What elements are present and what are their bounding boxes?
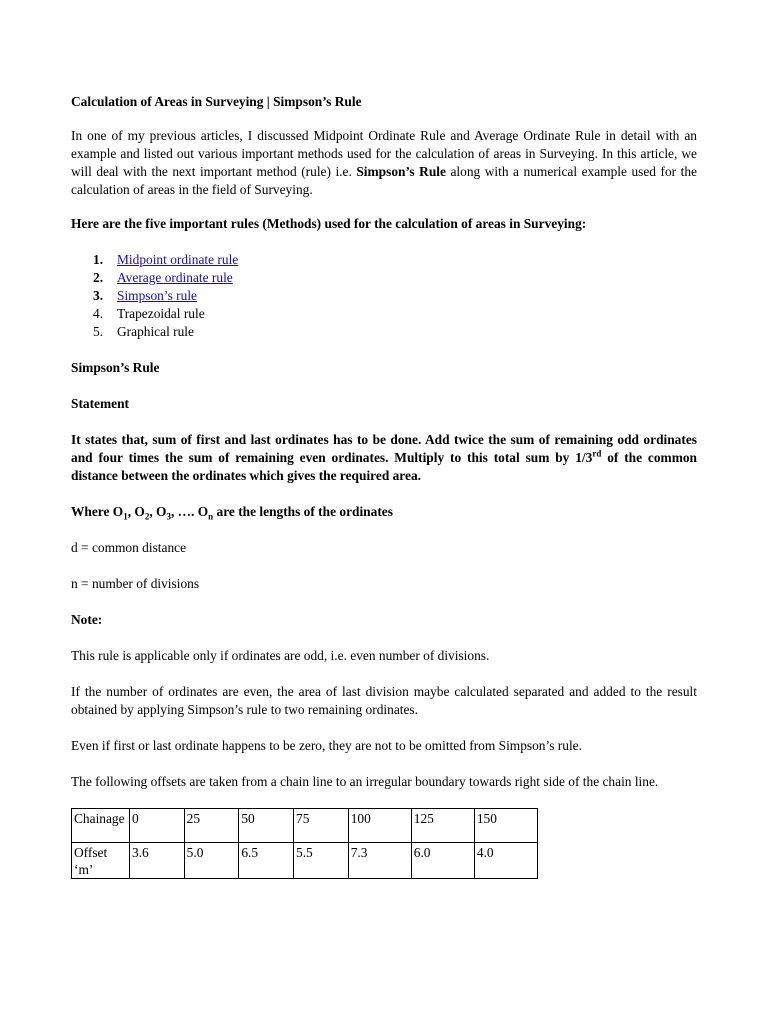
table-cell: 75 [294,809,349,843]
where-suffix: are the lengths of the ordinates [213,504,393,519]
list-item [71,287,697,305]
table-row [72,843,538,879]
intro-paragraph [71,127,697,199]
table-cell: 5.5 [294,843,349,879]
list-number: 2. [93,270,104,285]
statement-superscript: rd [592,448,602,459]
row-header-offset: Offset ‘m’ [72,843,130,879]
subscript-3: 3 [166,511,171,522]
statement-paragraph [71,431,697,485]
table-cell: 7.3 [348,843,411,879]
subscript-1: 1 [123,511,128,522]
table-cell: 100 [348,809,411,843]
note-1: This rule is applicable only if ordinates are odd, i.e. even number of divisions. [71,648,490,663]
rule-label-trapezoidal: Trapezoidal rule [117,306,205,321]
table-cell: 6.5 [239,843,294,879]
rule-label-graphical: Graphical rule [117,324,194,339]
intro-text-after: along with a numerical example used for the calculation of areas in the field of Surveying. [71,164,697,197]
subscript-n: n [208,511,214,522]
table-cell: 0 [130,809,185,843]
table-cell: 150 [474,809,537,843]
subscript-2: 2 [144,511,150,522]
rule-link-midpoint[interactable]: Midpoint ordinate rule [117,252,239,267]
statement-text-after: of the common distance between the ordinates which gives the required area. [71,450,697,483]
list-number: 4. [93,306,104,321]
intro-text-before: In one of my previous articles, I discussed Midpoint Ordinate Rule and Average Ordinate Rule in detail with an example and listed out various important methods used for the calculation of areas in Surveying. In this article, we will deal with the next important method (rule) i.e. [71,128,697,179]
note-heading: Note: [71,612,103,627]
table-row [72,809,538,843]
where-sep: , O [149,504,167,519]
table-cell: 25 [184,809,239,843]
note-3: Even if first or last ordinate happens to be zero, they are not to be omitted from Simpson’s rule. [71,738,582,753]
section-heading: Simpson’s Rule [71,360,160,375]
list-number: 3. [93,288,104,303]
where-sep: , …. O [170,504,209,519]
rules-heading: Here are the five important rules (Methods) used for the calculation of areas in Surveying: [71,216,587,231]
table-cell: 3.6 [130,843,185,879]
statement-text: It states that, sum of first and last ordinates has to be done. Add twice the sum of remaining odd ordinates and four times the sum of remaining even ordinates. Multiply to this total sum by 1/3 [71,432,697,465]
table-cell: 5.0 [184,843,239,879]
article-body [71,93,697,879]
d-definition: d = common distance [71,540,187,555]
rule-link-average[interactable]: Average ordinate rule [117,270,233,285]
list-item [71,305,697,323]
list-item [71,269,697,287]
offsets-table [71,808,538,879]
table-cell: 4.0 [474,843,537,879]
table-cell: 6.0 [411,843,474,879]
article-title: Calculation of Areas in Surveying | Simpson’s Rule [71,94,362,109]
example-text: The following offsets are taken from a chain line to an irregular boundary towards right side of the chain line. [71,774,659,789]
list-item [71,323,697,341]
rules-list [71,251,697,341]
list-number: 1. [93,252,104,267]
where-sep: , O [127,504,145,519]
table-cell: 50 [239,809,294,843]
statement-heading: Statement [71,396,130,411]
list-number: 5. [93,324,104,339]
where-line [71,503,697,521]
row-header-chainage: Chainage [72,809,130,843]
n-definition: n = number of divisions [71,576,200,591]
note-2: If the number of ordinates are even, the area of last division maybe calculated separated and added to the result obtained by applying Simpson’s rule to two remaining ordinates. [71,684,697,717]
list-item [71,251,697,269]
rule-link-simpson[interactable]: Simpson’s rule [117,288,197,303]
table-cell: 125 [411,809,474,843]
intro-bold-term: Simpson’s Rule [356,164,446,179]
where-prefix: Where O [71,504,124,519]
